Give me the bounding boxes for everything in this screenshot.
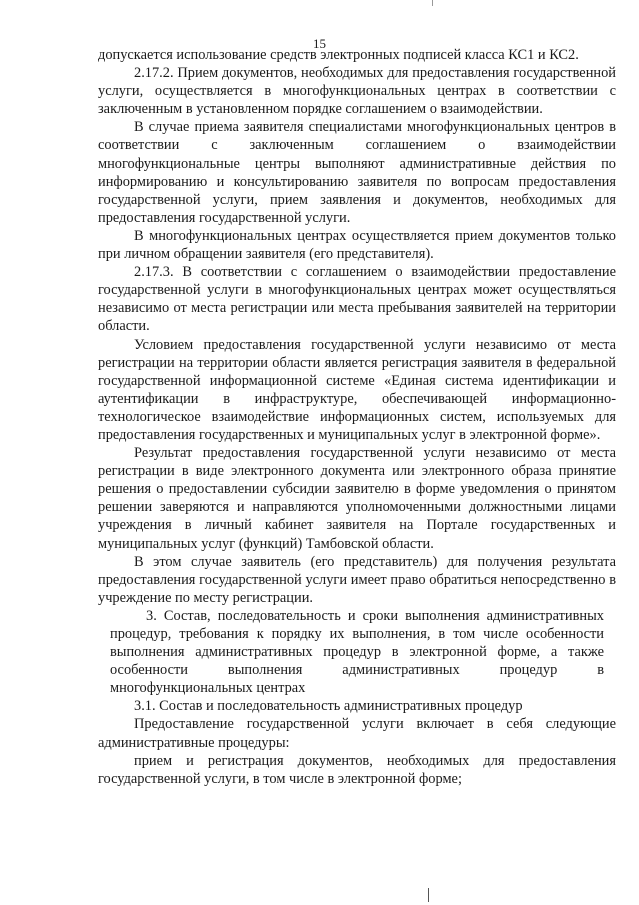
paragraph-mfc-reception: В случае приема заявителя специалистами многофункциональных центров в соответствии с заключенным соглашением о взаимодействии многофункциональные центры выполняют административные действия по информированию и консультированию заявителя по вопросам предоставления государственной услуги, прием заявления и документов, необходимых для предоставления государственной услуги. (98, 119, 616, 226)
page-number: 15 (313, 36, 326, 51)
paragraph-procedure-item: прием и регистрация документов, необходимых для предоставления государственной услуги, в том числе в электронной форме; (98, 752, 616, 787)
paragraph-applicant-right: В этом случае заявитель (его представитель) для получения результата предоставления государственной услуги имеет право обратиться непосредственно в учреждение по месту регистрации. (98, 553, 616, 606)
paragraph-2-17-3: 2.17.3. В соответствии с соглашением о взаимодействии предоставление государственной услуги в многофункциональных центрах может осуществляться независимо от места регистрации или места пребывания заявителей на территории области. (98, 264, 616, 335)
paragraph-continuation: допускается использование средств электронных подписей класса КС1 и КС2. (98, 47, 579, 63)
section-heading: 3. Состав, последовательность и сроки выполнения административных процедур, требования к порядку их выполнения, в том числе особенности выполнения административных процедур в электронной форме, а также особенности выполнения административных процедур в многофункциональных центрах (110, 607, 604, 697)
paragraph-procedures-intro: Предоставление государственной услуги включает в себя следующие административные процедуры: (98, 716, 616, 751)
document-body (98, 46, 616, 788)
paragraph-esia-condition: Условием предоставления государственной услуги независимо от места регистрации на территории области является регистрация заявителя в федеральной государственной информационной системе «Единая система идентификации и аутентификации в инфраструктуре, обеспечивающей информационно-технологическое взаимодействие информационных систем, используемых для предоставления государственных и муниципальных услуг в электронной форме». (98, 336, 616, 443)
scan-mark-top (432, 0, 433, 6)
scan-mark-bottom (428, 888, 429, 902)
paragraph-2-17-2: 2.17.2. Прием документов, необходимых для предоставления государственной услуги, осуществляется в многофункциональных центрах в соответствии с заключенным в установленном порядке соглашением о взаимодействии. (98, 65, 616, 118)
paragraph-personal-visit: В многофункциональных центрах осуществляется прием документов только при личном обращении заявителя (его представителя). (98, 227, 616, 263)
sub-heading: 3.1. Состав и последовательность административных процедур (134, 698, 523, 715)
paragraph-result: Результат предоставления государственной услуги независимо от места регистрации в виде электронного документа или электронного образа принятие решения о предоставлении субсидии заявителю в форме уведомления о принятом решении заверяются и направляются уполномоченными должностными лицами учреждения в личный кабинет заявителя на Портале государственных и муниципальных услуг (функций) Тамбовской области. (98, 445, 616, 552)
